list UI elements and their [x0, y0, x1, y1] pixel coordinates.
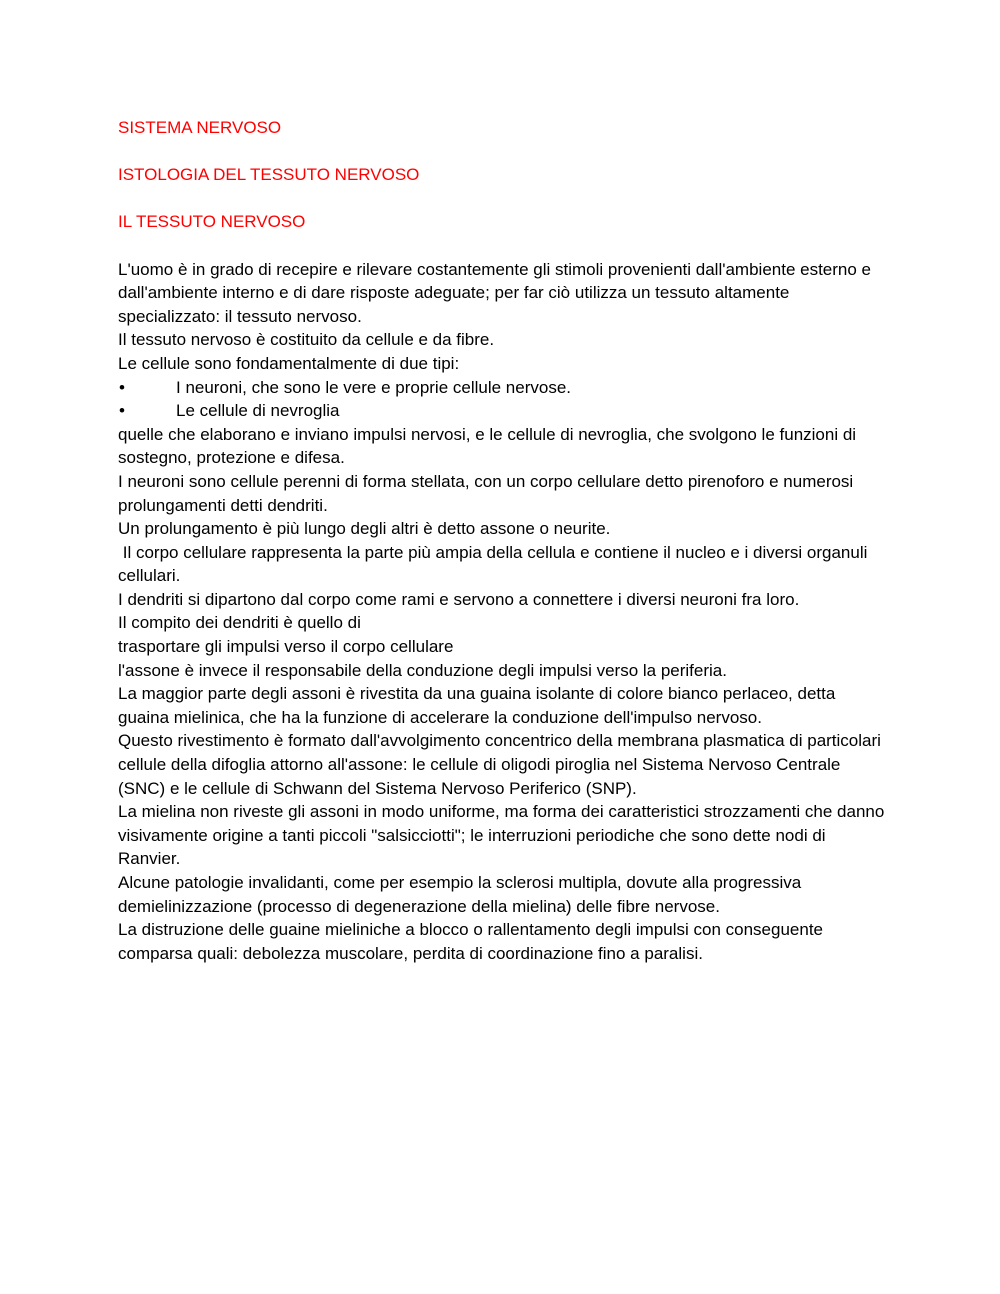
- bullet-text: I neuroni, che sono le vere e proprie cellule nervose.: [176, 377, 572, 397]
- paragraph: trasportare gli impulsi verso il corpo cellulare: [118, 637, 454, 657]
- paragraph: I neuroni sono cellule perenni di forma stellata, con un corpo cellulare detto pirenoforo e numerosi prolungamenti detti dendriti.: [118, 471, 854, 515]
- document-page: [118, 116, 888, 965]
- paragraph: Il corpo cellulare rappresenta la parte più ampia della cellula e contiene il nucleo e i diversi organuli cellulari.: [118, 542, 873, 586]
- paragraph: Questo rivestimento è formato dall'avvolgimento concentrico della membrana plasmatica di particolari cellule della difoglia attorno all'assone: le cellule di oligodi piroglia nel Sistema Nervoso Centrale (SNC) e le cellule di Schwann del Sistema Nervoso Periferico (SNP).: [118, 731, 881, 798]
- paragraph: La mielina non riveste gli assoni in modo uniforme, ma forma dei caratteristici strozzamenti che danno visivamente origine a tanti piccoli "salsicciotti"; le interruzioni periodiche che sono dette nodi di Ranvier.: [118, 802, 885, 869]
- paragraph: Un prolungamento è più lungo degli altri è detto assone o neurite.: [118, 519, 611, 539]
- bullet-text: Le cellule di nevroglia: [176, 401, 340, 421]
- bullet-icon: •: [119, 401, 125, 421]
- paragraph: L'uomo è in grado di recepire e rilevare costantemente gli stimoli provenienti dall'ambiente esterno e dall'ambiente interno e di dare risposte adeguate; per far ciò utilizza un tessuto altamente specializzato: il tessuto nervoso.: [118, 259, 872, 326]
- title-istologia: ISTOLOGIA DEL TESSUTO NERVOSO: [118, 165, 420, 185]
- body-text: [118, 258, 888, 966]
- paragraph: La maggior parte degli assoni è rivestita da una guaina isolante di colore bianco perlaceo, detta guaina mielinica, che ha la funzione di accelerare la conduzione dell'impulso nervoso.: [118, 684, 836, 727]
- paragraph: quelle che elaborano e inviano impulsi nervosi, e le cellule di nevroglia, che svolgono le funzioni di sostegno, protezione e difesa.: [118, 424, 857, 468]
- title-tessuto-nervoso: IL TESSUTO NERVOSO: [118, 212, 306, 232]
- title-sistema-nervoso: SISTEMA NERVOSO: [118, 118, 282, 137]
- bullet-icon: •: [119, 377, 125, 397]
- paragraph: Le cellule sono fondamentalmente di due tipi:: [118, 353, 460, 373]
- paragraph: I dendriti si dipartono dal corpo come rami e servono a connettere i diversi neuroni fra loro.: [118, 589, 800, 609]
- paragraph: La distruzione delle guaine mieliniche a blocco o rallentamento degli impulsi con conseguente comparsa quali: debolezza muscolare, perdita di coordinazione fino a paralisi.: [118, 920, 823, 963]
- paragraph: Il compito dei dendriti è quello di: [118, 613, 361, 633]
- paragraph: Alcune patologie invalidanti, come per esempio la sclerosi multipla, dovute alla progressiva demielinizzazione (processo di degenerazione della mielina) delle fibre nervose.: [118, 873, 802, 916]
- paragraph: Il tessuto nervoso è costituito da cellule e da fibre.: [118, 330, 495, 350]
- bullet-item-nevroglia: [118, 399, 888, 423]
- paragraph: l'assone è invece il responsabile della conduzione degli impulsi verso la periferia.: [118, 660, 727, 680]
- bullet-item-neuroni: [118, 376, 888, 400]
